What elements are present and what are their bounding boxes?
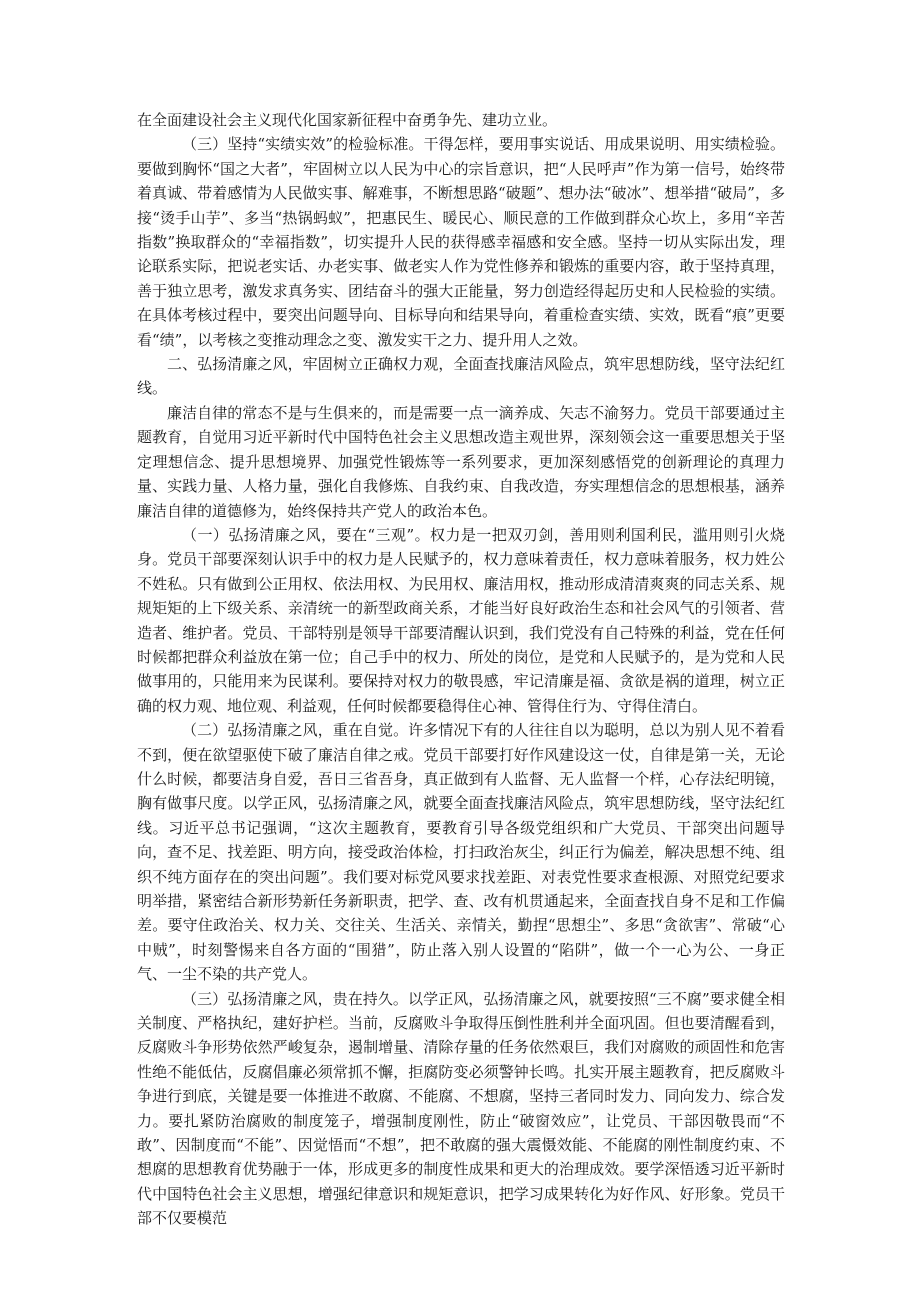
- paragraph-subsection-2-self-discipline: （二）弘扬清廉之风，重在自觉。许多情况下有的人往往自以为聪明，总以为别人见不着看不到，便在欲望驱使下破了廉洁自律之戒。党员干部要打好作风建设这一仗，自律是第一关，无论什么时候，都要洁身自爱，吾日三省吾身，真正做到有人监督、无人监督一个样，心存法纪明镜，胸有做事尺度。以学正风，弘扬清廉之风，就要全面查找廉洁风险点，筑牢思想防线，坚守法纪红线。习近平总书记强调，“这次主题教育，要教育引导各级党组织和广大党员、干部突出问题导向，查不足、找差距、明方向，接受政治体检，打扫政治灰尘，纠正行为偏差，解决思想不纯、组织不纯方面存在的突出问题”。我们要对标党风要求找差距、对表党性要求查根源、对照党纪要求明举措，紧密结合新形势新任务新职责，把学、查、改有机贯通起来，全面查找自身不足和工作偏差。要守住政治关、权力关、交往关、生活关、亲情关，勤捏“思想尘”、多思“贪欲害”、常破“心中贼”，时刻警惕来自各方面的“围猎”，防止落入别人设置的“陷阱”，做一个一心为公、一身正气、一尘不染的共产党人。: [137, 721, 785, 984]
- paragraph-subsection-3-persistence: （三）弘扬清廉之风，贵在持久。以学正风，弘扬清廉之风，就要按照“三不腐”要求健全相关制度、严格执纪，建好护栏。当前，反腐败斗争取得压倒性胜利并全面巩固。但也要清醒看到，反腐败斗争形势依然严峻复杂，遏制增量、清除存量的任务依然艰巨，我们对腐败的顽固性和危害性绝不能低估，反腐倡廉必须常抓不懈，拒腐防变必须警钟长鸣。扎实开展主题教育，把反腐败斗争进行到底，关键是要一体推进不敢腐、不能腐、不想腐，坚持三者同时发力、同向发力、综合发力。要扎紧防治腐败的制度笼子，增强制度刚性，防止“破窗效应”，让党员、干部因敬畏而“不敢”、因制度而“不能”、因觉悟而“不想”，把不敢腐的强大震慑效能、不能腐的刚性制度约束、不想腐的思想教育优势融于一体，形成更多的制度性成果和更大的治理成效。要学深悟透习近平新时代中国特色社会主义思想，增强纪律意识和规矩意识，把学习成果转化为好作风、好形象。党员干部不仅要模范: [137, 989, 785, 1228]
- document-page: [137, 108, 785, 1231]
- section-heading-2: 二、弘扬清廉之风，牢固树立正确权力观，全面查找廉洁风险点，筑牢思想防线，坚守法纪红线。: [137, 355, 785, 398]
- paragraph-subsection-3-performance: （三）坚持“实绩实效”的检验标准。干得怎样，要用事实说话、用成果说明、用实绩检验。要做到胸怀“国之大者”，牢固树立以人民为中心的宗旨意识，把“人民呼声”作为第一信号，始终带着真诚、带着感情为人民做实事、解难事，不断想思路“破题”、想办法“破冰”、想举措“破局”，多接“烫手山芋”、多当“热锅蚂蚁”，把惠民生、暖民心、顺民意的工作做到群众心坎上，多用“辛苦指数”换取群众的“幸福指数”，切实提升人民的获得感幸福感和安全感。坚持一切从实际出发，理论联系实际，把说老实话、办老实事、做老实人作为党性修养和锻炼的重要内容，敢于坚持真理，善于独立思考，激发求真务实、团结奋斗的强大正能量，努力创造经得起历史和人民检验的实绩。在具体考核过程中，要突出问题导向、目标导向和结果导向，着重检查实绩、实效，既看“痕”更要看“绩”，以考核之变推动理念之变、激发实干之力、提升用人之效。: [137, 135, 785, 349]
- paragraph-continuation: 在全面建设社会主义现代化国家新征程中奋勇争先、建功立业。: [137, 111, 558, 129]
- paragraph-subsection-1-three-views: （一）弘扬清廉之风，要在“三观”。权力是一把双刃剑，善用则利国利民，滥用则引火烧身。党员干部要深刻认识手中的权力是人民赋予的，权力意味着责任，权力意味着服务，权力姓公不姓私。只有做到公正用权、依法用权、为民用权、廉洁用权，推动形成清清爽爽的同志关系、规规矩矩的上下级关系、亲清统一的新型政商关系，才能当好良好政治生态和社会风气的引领者、营造者、维护者。党员、干部特别是领导干部要清醒认识到，我们党没有自己特殊的利益，党在任何时候都把群众利益放在第一位；自己手中的权力、所处的岗位，是党和人民赋予的，是为党和人民做事用的，只能用来为民谋利。要保持对权力的敬畏感，牢记清廉是福、贪欲是祸的道理，树立正确的权力观、地位观、利益观，任何时候都要稳得住心神、管得住行为、守得住清白。: [137, 525, 785, 715]
- paragraph-integrity-intro: 廉洁自律的常态不是与生俱来的，而是需要一点一滴养成、矢志不渝努力。党员干部要通过主题教育，自觉用习近平新时代中国特色社会主义思想改造主观世界，深刻领会这一重要思想关于坚定理想信念、提升思想境界、加强党性锻炼等一系列要求，更加深刻感悟党的创新理论的真理力量、实践力量、人格力量，强化自我修炼、自我约束、自我改造，夯实理想信念的思想根基，涵养廉洁自律的道德修为，始终保持共产党人的政治本色。: [137, 403, 785, 520]
